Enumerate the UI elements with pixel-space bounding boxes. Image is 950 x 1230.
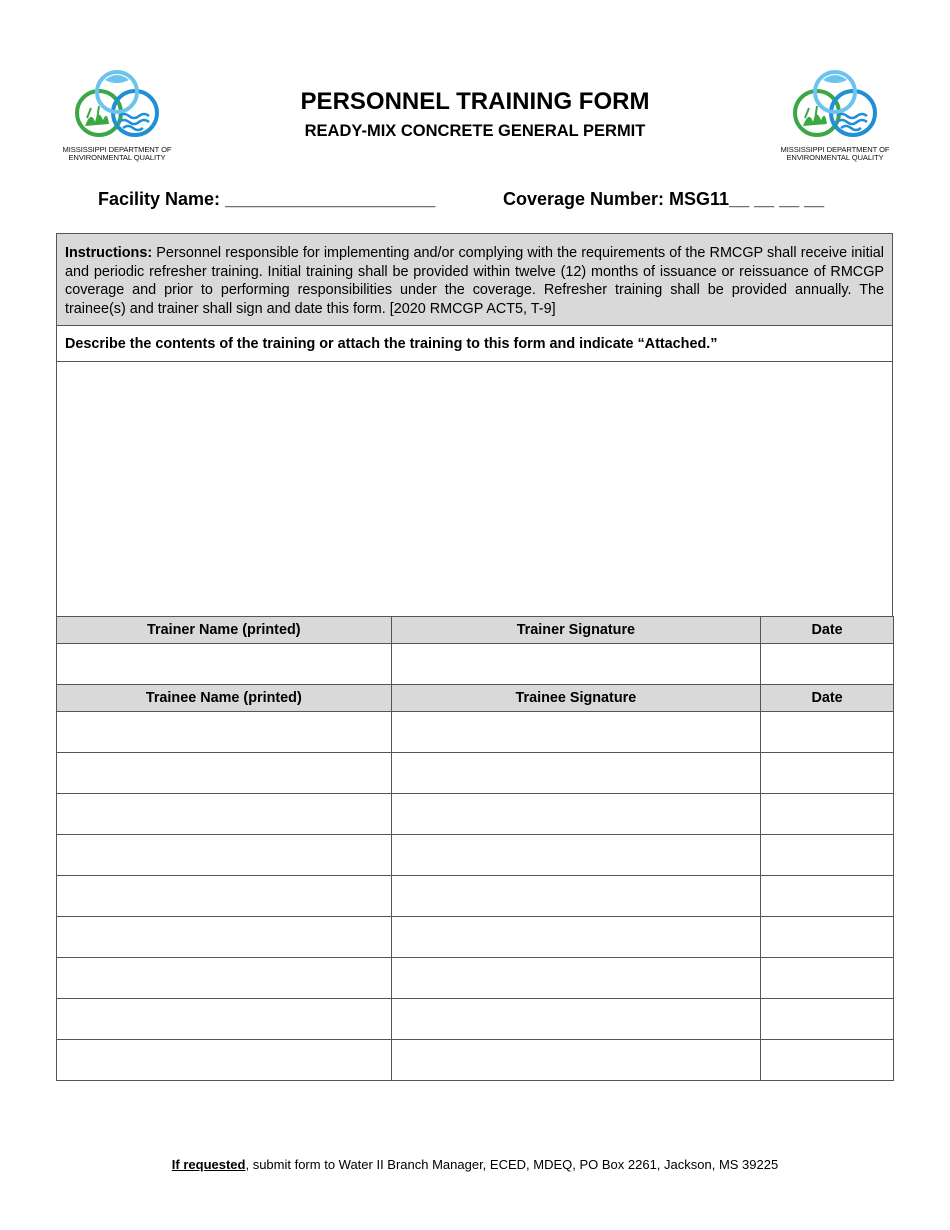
trainee-date-cell[interactable] (761, 1040, 894, 1081)
trainee-date-cell[interactable] (761, 794, 894, 835)
facility-name-blank[interactable]: _____________________ (225, 189, 436, 209)
trainer-date-header: Date (761, 617, 894, 644)
trainer-signature-header: Trainer Signature (391, 617, 761, 644)
trainee-name-cell[interactable] (57, 876, 392, 917)
logo-text (775, 146, 895, 162)
trainee-name-cell[interactable] (57, 794, 392, 835)
trainee-date-cell[interactable] (761, 958, 894, 999)
trainee-signature-header: Trainee Signature (391, 685, 761, 712)
trainer-date-cell[interactable] (761, 644, 894, 685)
facility-name-label: Facility Name: (98, 189, 221, 209)
describe-prompt: Describe the contents of the training or attach the training to this form and indicate “Attached.” (56, 325, 893, 362)
trainee-date-cell[interactable] (761, 876, 894, 917)
trainee-signature-cell[interactable] (391, 835, 761, 876)
trainee-date-cell[interactable] (761, 753, 894, 794)
trainee-signature-cell[interactable] (391, 876, 761, 917)
trainee-row (57, 999, 894, 1040)
trainee-date-cell[interactable] (761, 712, 894, 753)
trainee-signature-cell[interactable] (391, 917, 761, 958)
trainee-row (57, 1040, 894, 1081)
trainee-row (57, 958, 894, 999)
training-description-area[interactable] (56, 361, 893, 617)
trainee-name-cell[interactable] (57, 999, 392, 1040)
facility-name-field[interactable] (98, 189, 435, 210)
trainer-name-cell[interactable] (57, 644, 392, 685)
trainee-date-cell[interactable] (761, 917, 894, 958)
trainee-name-cell[interactable] (57, 1040, 392, 1081)
logo-text (57, 146, 177, 162)
trainee-signature-cell[interactable] (391, 753, 761, 794)
logo-text-line1: MISSISSIPPI DEPARTMENT OF (62, 145, 172, 154)
instructions-label: Instructions: (65, 245, 153, 261)
trainee-name-cell[interactable] (57, 712, 392, 753)
logo-text-line2: ENVIRONMENTAL QUALITY (68, 153, 166, 162)
instructions-box (56, 233, 893, 326)
trainee-name-header: Trainee Name (printed) (57, 685, 392, 712)
trainee-signature-cell[interactable] (391, 999, 761, 1040)
trainee-name-cell[interactable] (57, 835, 392, 876)
coverage-number-label: Coverage Number: MSG11 (503, 189, 730, 209)
trainee-date-cell[interactable] (761, 999, 894, 1040)
trainee-name-cell[interactable] (57, 958, 392, 999)
form-subtitle: READY-MIX CONCRETE GENERAL PERMIT (304, 122, 646, 140)
trainee-row (57, 753, 894, 794)
trainer-header-row (57, 617, 894, 644)
footer-emphasis: If requested (171, 1157, 246, 1172)
trainee-header-row (57, 685, 894, 712)
trainee-date-header: Date (761, 685, 894, 712)
footer-note (0, 1157, 950, 1172)
coverage-number-blank[interactable]: __ __ __ __ (729, 189, 825, 209)
trainee-row (57, 876, 894, 917)
trainee-signature-cell[interactable] (391, 1040, 761, 1081)
trainee-row (57, 794, 894, 835)
trainer-row (57, 644, 894, 685)
coverage-number-field[interactable] (503, 189, 824, 210)
trainee-signature-cell[interactable] (391, 794, 761, 835)
trainee-name-cell[interactable] (57, 753, 392, 794)
logo-text-line2: ENVIRONMENTAL QUALITY (786, 153, 884, 162)
trainee-signature-cell[interactable] (391, 712, 761, 753)
trainee-row (57, 835, 894, 876)
trainee-name-cell[interactable] (57, 917, 392, 958)
trainee-row (57, 917, 894, 958)
mdeq-logo-right (775, 68, 895, 170)
trainer-name-header: Trainer Name (printed) (57, 617, 392, 644)
trainee-signature-cell[interactable] (391, 958, 761, 999)
logo-text-line1: MISSISSIPPI DEPARTMENT OF (780, 145, 890, 154)
instructions-text: Personnel responsible for implementing and/or complying with the requirements of the RMCGP shall receive initial and periodic refresher training. Initial training shall be provided within twelve (12) months of issuance or reissuance of RMCGP coverage and prior to performing responsibilities under the coverage. Refresher training shall be provided annually. The trainee(s) and trainer shall sign and date this form. [2020 RMCGP ACT5, T-9] (65, 245, 884, 317)
trainer-signature-cell[interactable] (391, 644, 761, 685)
footer-text: , submit form to Water II Branch Manager, ECED, MDEQ, PO Box 2261, Jackson, MS 39225 (245, 1157, 779, 1172)
trainee-row (57, 712, 894, 753)
trainee-date-cell[interactable] (761, 835, 894, 876)
mdeq-logo-left (57, 68, 177, 170)
signature-table (56, 616, 894, 1081)
form-title: PERSONNEL TRAINING FORM (300, 88, 650, 115)
